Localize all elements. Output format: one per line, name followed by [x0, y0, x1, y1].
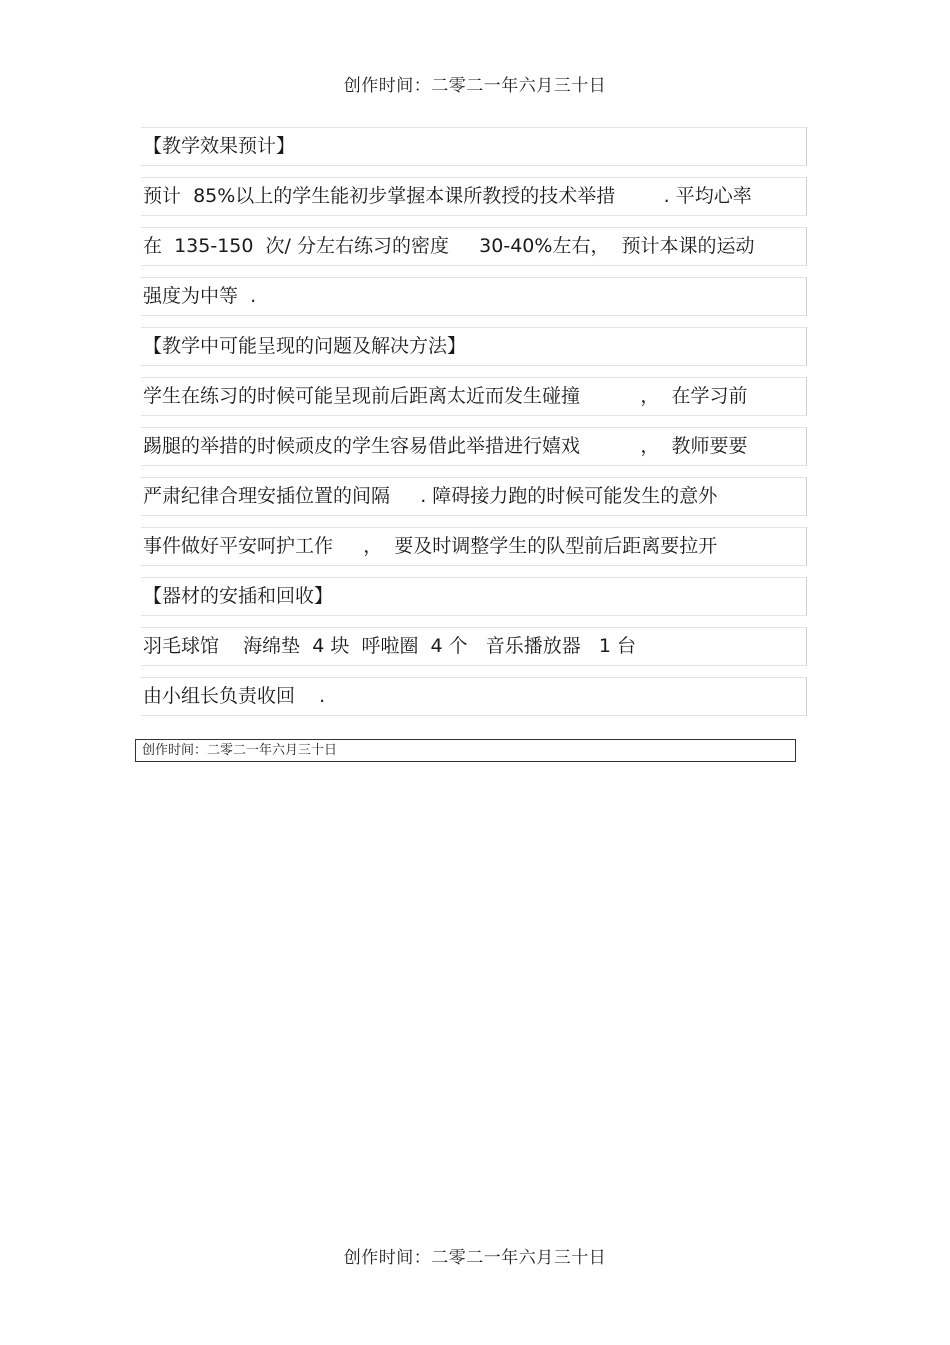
text-row: [141, 177, 807, 216]
text-line: 【教学效果预计】: [143, 135, 296, 157]
section-heading-equipment: [141, 577, 807, 616]
text-line: 学生在练习的时候可能呈现前后距离太近而发生碰撞 ， 在学习前: [143, 385, 748, 407]
text-line: 事件做好平安呵护工作 ， 要及时调整学生的队型前后距离要拉开: [143, 535, 718, 557]
section-heading-problems: [141, 327, 807, 366]
text-row: [141, 527, 807, 566]
text-row: [141, 427, 807, 466]
text-row: [141, 377, 807, 416]
text-line: 由小组长负责收回 .: [143, 685, 326, 707]
text-row: [141, 227, 807, 266]
section-heading-teaching-effect: [141, 127, 807, 166]
text-row: [141, 677, 807, 716]
creation-time-box: [135, 739, 796, 762]
text-line: 在 135-150 次/ 分左右练习的密度 30-40%左右， 预计本课的运动: [143, 235, 755, 257]
text-row: [141, 277, 807, 316]
text-line: 踢腿的举措的时候顽皮的学生容易借此举措进行嬉戏 ， 教师要要: [143, 435, 748, 457]
document-body: [141, 127, 807, 727]
text-line: 强度为中等 .: [143, 285, 257, 307]
text-line: 【器材的安插和回收】: [143, 585, 334, 607]
text-row: [141, 627, 807, 666]
text-row: [141, 477, 807, 516]
text-line: 【教学中可能呈现的问题及解决方法】: [143, 335, 467, 357]
page-footer: 创作时间：二零二一年六月三十日: [343, 1248, 607, 1268]
text-line: 严肃纪律合理安插位置的间隔 . 障碍接力跑的时候可能发生的意外: [143, 485, 718, 507]
creation-time-text: 创作时间：二零二一年六月三十日: [142, 743, 338, 758]
text-line: 羽毛球馆 海绵垫 4 块 呼啦圈 4 个 音乐播放器 1 台: [143, 635, 637, 657]
text-line: 预计 85%以上的学生能初步掌握本课所教授的技术举措 . 平均心率: [143, 185, 752, 207]
page-header: 创作时间：二零二一年六月三十日: [343, 76, 607, 96]
